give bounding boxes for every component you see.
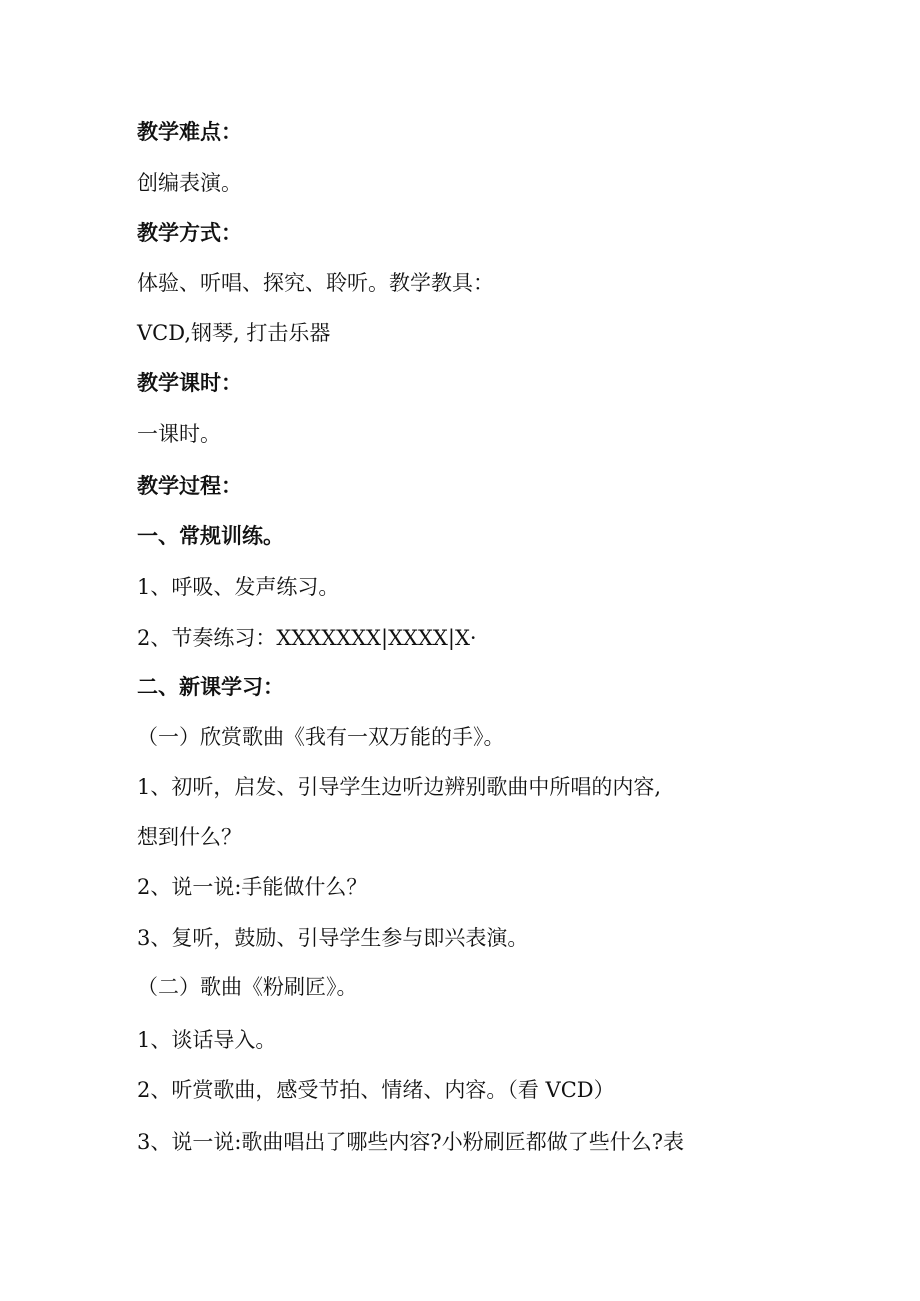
- subheading-song-one: （一）欣赏歌曲《我有一双万能的手》。: [137, 725, 505, 749]
- list-item-first-listen: 1、初听，启发、引导学生边听边辨别歌曲中所唱的内容,: [137, 775, 662, 799]
- heading-new-lesson: 二、新课学习：: [137, 674, 284, 699]
- list-item-breathing: 1、呼吸、发声练习。: [137, 575, 340, 599]
- list-item-listen-song: 2、听赏歌曲，感受节拍、情绪、内容。（看 VCD）: [137, 1078, 615, 1102]
- heading-routine-training: 一、常规训练。: [137, 523, 284, 548]
- heading-teaching-method: 教学方式：: [137, 220, 242, 245]
- heading-teaching-difficulty: 教学难点：: [137, 119, 242, 144]
- text-method-content: 体验、听唱、探究、聆听。教学教具：: [137, 271, 494, 295]
- list-item-discuss-song: 3、说一说:歌曲唱出了哪些内容?小粉刷匠都做了些什么?表: [137, 1130, 684, 1154]
- text-class-hours-content: 一课时。: [137, 422, 221, 446]
- subheading-song-two: （二）歌曲《粉刷匠》。: [137, 975, 358, 999]
- text-difficulty-content: 创编表演。: [137, 171, 242, 195]
- list-item-intro-talk: 1、谈话导入。: [137, 1028, 277, 1052]
- list-item-first-listen-cont: 想到什么？: [137, 825, 242, 849]
- list-item-relisten: 3、复听，鼓励、引导学生参与即兴表演。: [137, 926, 529, 950]
- heading-teaching-process: 教学过程：: [137, 473, 242, 498]
- heading-class-hours: 教学课时：: [137, 370, 242, 395]
- list-item-rhythm: 2、节奏练习：XXXXXXX|XXXX|X·: [137, 626, 477, 650]
- text-teaching-aids: VCD,钢琴, 打击乐器: [137, 321, 331, 345]
- list-item-discuss-hands: 2、说一说:手能做什么？: [137, 875, 368, 899]
